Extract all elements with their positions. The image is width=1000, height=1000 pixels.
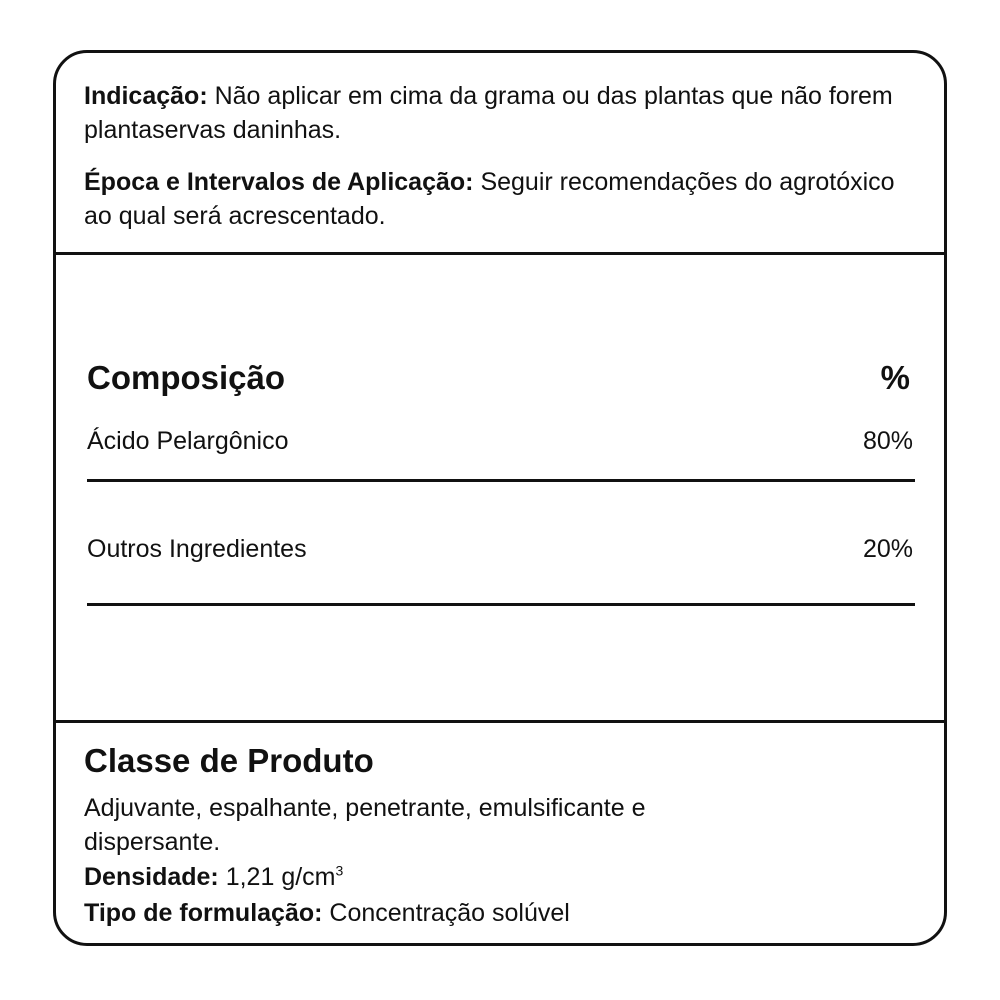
product-class-section: [56, 723, 944, 931]
tipo-value: Concentração solúvel: [322, 899, 570, 927]
product-class-description: Adjuvante, espalhante, penetrante, emulsificante e dispersante.: [84, 794, 646, 856]
tipo-line: [84, 895, 916, 931]
composition-section: [56, 255, 944, 723]
ingredient-percent: 20%: [862, 535, 913, 563]
tipo-label: Tipo de formulação:: [84, 899, 323, 927]
indicacao-text: Não aplicar em cima da grama ou das plantas que não forem plantaservas daninhas.: [84, 82, 893, 144]
epoca-paragraph: [84, 165, 916, 233]
densidade-label: Densidade:: [84, 863, 219, 891]
densidade-exponent: 3: [335, 862, 344, 879]
ingredient-percent: 80%: [862, 427, 913, 455]
ingredient-name: Ácido Pelargônico: [87, 427, 289, 455]
application-section: [56, 53, 944, 255]
composition-title: Composição: [87, 359, 286, 396]
ingredient-name: Outros Ingredientes: [87, 535, 307, 563]
row-divider: [87, 479, 915, 482]
densidade-line: [84, 859, 916, 895]
product-info-card: [53, 50, 947, 946]
row-divider: [87, 603, 915, 606]
percent-header: %: [880, 359, 910, 396]
composition-row: [87, 425, 913, 457]
epoca-label: Época e Intervalos de Aplicação:: [84, 168, 474, 196]
epoca-text: Seguir recomendações do agrotóxico ao qual será acrescentado.: [84, 168, 895, 230]
composition-row: [87, 533, 913, 565]
product-class-title: Classe de Produto: [84, 742, 374, 779]
indicacao-paragraph: [84, 79, 916, 147]
indicacao-label: Indicação:: [84, 82, 208, 110]
densidade-value: 1,21 g/cm: [218, 863, 336, 891]
composition-header: [87, 358, 910, 398]
